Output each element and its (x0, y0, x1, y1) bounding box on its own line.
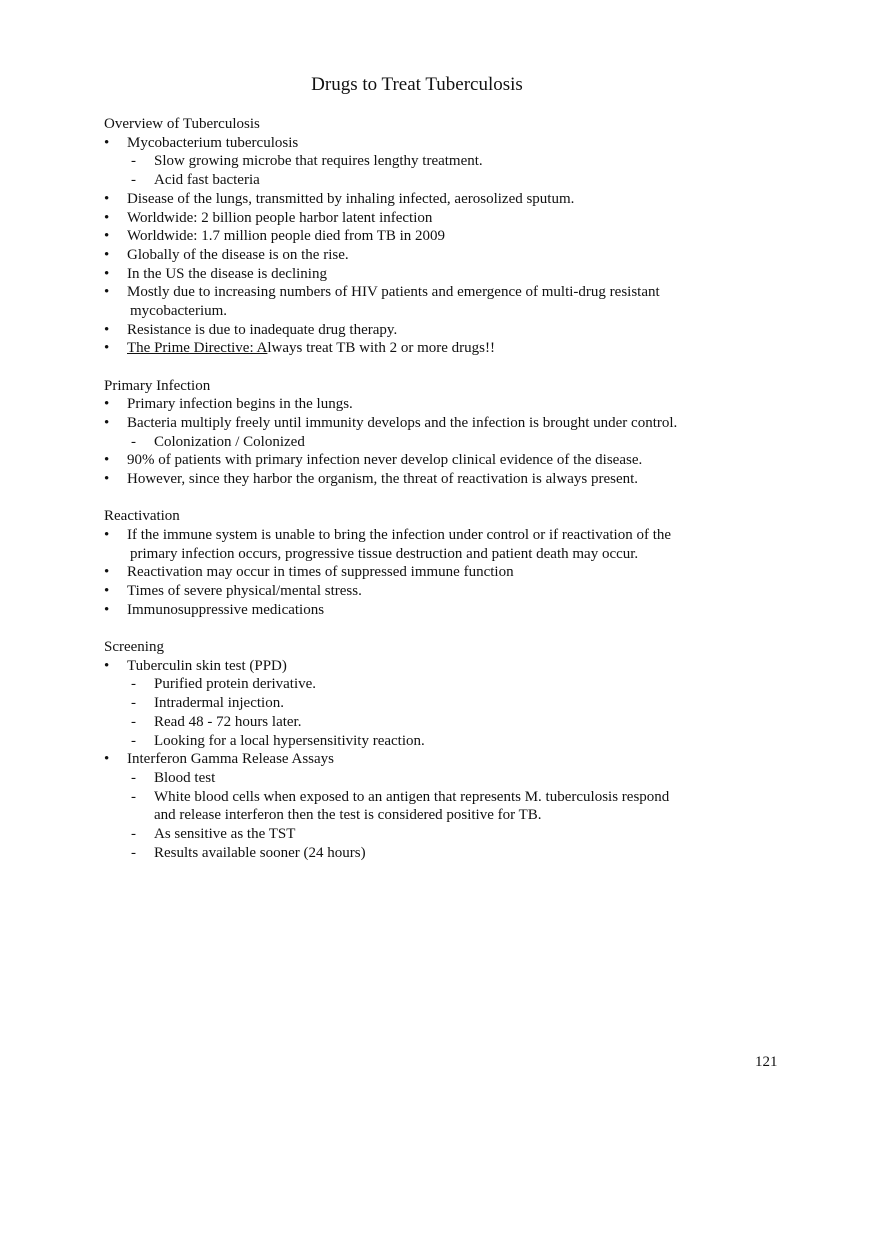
list-item: • However, since they harbor the organism, the threat of reactivation is always present. (104, 471, 639, 488)
sub-item-text: Read 48 - 72 hours later. (154, 713, 302, 730)
list-item: • Worldwide: 2 billion people harbor latent infection (104, 209, 433, 226)
sub-item: - Blood test (131, 769, 216, 786)
list-item-text: 90% of patients with primary infection never develop clinical evidence of the disease. (127, 452, 643, 469)
list-item-text: Mycobacterium tuberculosis (127, 134, 299, 151)
list-item-text: Reactivation may occur in times of suppressed immune function (127, 564, 514, 581)
sub-item: - Slow growing microbe that requires lengthy treatment. (131, 153, 483, 170)
sub-item: - Results available sooner (24 hours) (131, 844, 366, 861)
sub-item-text: Colonization / Colonized (154, 433, 305, 450)
prime-directive-label: The Prime Directive: A (127, 340, 268, 357)
list-item: • 90% of patients with primary infection never develop clinical evidence of the disease. (104, 452, 643, 469)
sub-item-text: As sensitive as the TST (154, 826, 296, 843)
list-item-text: Primary infection begins in the lungs. (127, 396, 353, 413)
sub-item: - Acid fast bacteria (131, 172, 260, 189)
list-item: • Resistance is due to inadequate drug therapy. (104, 321, 398, 338)
list-item-text: Times of severe physical/mental stress. (127, 583, 362, 600)
bullet-list (104, 526, 724, 620)
list-item: • Primary infection begins in the lungs. (104, 396, 353, 413)
sub-item-text: Looking for a local hypersensitivity reaction. (154, 732, 425, 749)
list-item-text: In the US the disease is declining (127, 265, 327, 282)
sub-item-text: Blood test (154, 769, 216, 786)
bullet-marker: • (104, 134, 110, 151)
sub-item-text: White blood cells when exposed to an antigen that represents M. tuberculosis respond (154, 788, 670, 805)
sub-item: - As sensitive as the TST (131, 826, 296, 843)
list-item: • Tuberculin skin test (PPD) - Purified protein derivative. - Intradermal injection. - Read 48 - 72 hours later. - Looking for a local hypersensitivity reaction. (104, 657, 724, 751)
sub-item-text: Purified protein derivative. (154, 676, 317, 693)
list-item: • The Prime Directive: Always treat TB with 2 or more drugs!! (104, 340, 495, 357)
bullet-list (104, 395, 724, 489)
list-item-text: Resistance is due to inadequate drug therapy. (127, 321, 398, 338)
list-item-text: Tuberculin skin test (PPD) (127, 657, 287, 674)
bullet-list (104, 657, 724, 863)
sub-list (127, 152, 724, 189)
list-item: • Times of severe physical/mental stress. (104, 583, 362, 600)
list-item-text: Interferon Gamma Release Assays (127, 751, 335, 768)
document-body (104, 115, 724, 881)
list-item-text: Globally of the disease is on the rise. (127, 246, 349, 263)
sub-item-text: Slow growing microbe that requires lengthy treatment. (154, 153, 483, 170)
sub-item: - Intradermal injection. (131, 695, 284, 712)
bullet-list (104, 134, 724, 358)
sub-item: - White blood cells when exposed to an antigen that represents M. tuberculosis respond and release interferon then the test is considered positive for TB. (104, 788, 724, 825)
list-item: • Reactivation may occur in times of suppressed immune function (104, 564, 514, 581)
section-primary-infection (104, 377, 724, 489)
sub-item-text: Intradermal injection. (154, 695, 284, 712)
section-screening (104, 638, 724, 862)
list-item-text: lways treat TB with 2 or more drugs!! (267, 340, 495, 357)
section-reactivation (104, 507, 724, 619)
list-item-continuation: mycobacterium. (130, 303, 228, 320)
section-heading: Screening (104, 639, 164, 656)
list-item-continuation: primary infection occurs, progressive tissue destruction and patient death may occur. (130, 545, 639, 562)
sub-list (127, 769, 724, 863)
list-item (104, 134, 724, 190)
sub-item: - Read 48 - 72 hours later. (131, 713, 302, 730)
list-item: • If the immune system is unable to bring the infection under control or if reactivation of the primary infection occurs, progressive tissue destruction and patient death may occur. (104, 526, 724, 563)
list-item: • Mostly due to increasing numbers of HIV patients and emergence of multi-drug resistant mycobacterium. (104, 283, 724, 320)
list-item-text: Disease of the lungs, transmitted by inhaling infected, aerosolized sputum. (127, 190, 575, 207)
list-item-text: However, since they harbor the organism, the threat of reactivation is always present. (127, 471, 639, 488)
sub-item: - Looking for a local hypersensitivity reaction. (131, 732, 425, 749)
list-item: • In the US the disease is declining (104, 265, 327, 282)
list-item-text: Worldwide: 2 billion people harbor latent infection (127, 209, 433, 226)
list-item: • Globally of the disease is on the rise. (104, 246, 349, 263)
sub-list (127, 675, 724, 750)
page-title: Drugs to Treat Tuberculosis (311, 74, 523, 95)
list-item: • Worldwide: 1.7 million people died from TB in 2009 (104, 228, 446, 245)
list-item-text: If the immune system is unable to bring the infection under control or if reactivation of the (127, 527, 672, 544)
sub-item-text: Acid fast bacteria (154, 172, 260, 189)
list-item: • Bacteria multiply freely until immunity develops and the infection is brought under control. - Colonization / Colonized (104, 414, 724, 451)
section-heading: Overview of Tuberculosis (104, 116, 260, 132)
section-overview (104, 115, 724, 358)
list-item: • Interferon Gamma Release Assays - Blood test - White blood cells when exposed to an antigen that represents M. tuberculosis respond and release interferon then the test is considered positive for TB. - As sensitive as the TST - Results available sooner (24 hours) (104, 750, 724, 862)
list-item-text: Mostly due to increasing numbers of HIV patients and emergence of multi-drug resistant (127, 284, 660, 301)
sub-item: - Purified protein derivative. (131, 676, 317, 693)
list-item-text: Worldwide: 1.7 million people died from TB in 2009 (127, 228, 446, 245)
list-item: • Immunosuppressive medications (104, 601, 325, 618)
sub-item-continuation: and release interferon then the test is considered positive for TB. (154, 807, 542, 824)
list-item-text: Bacteria multiply freely until immunity develops and the infection is brought under control. (127, 415, 678, 432)
section-heading: Reactivation (104, 508, 180, 525)
sub-item: - Colonization / Colonized (131, 433, 305, 450)
list-item-text: Immunosuppressive medications (127, 601, 325, 618)
sub-list (127, 433, 724, 452)
section-heading: Primary Infection (104, 377, 211, 394)
list-item: • Disease of the lungs, transmitted by inhaling infected, aerosolized sputum. (104, 190, 575, 207)
sub-item-text: Results available sooner (24 hours) (154, 844, 366, 861)
page-number: 121 (755, 1054, 778, 1070)
